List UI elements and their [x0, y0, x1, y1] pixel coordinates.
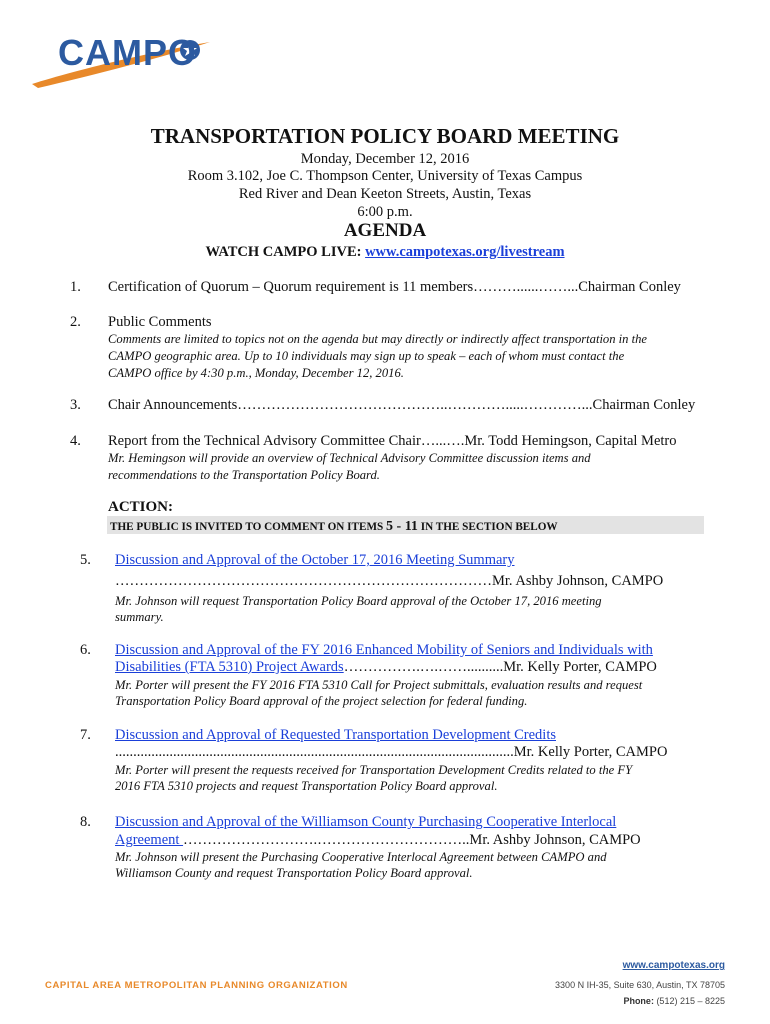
item-7-desc-2: 2016 FTA 5310 projects and request Transportation Policy Board approval. — [115, 779, 498, 793]
meeting-room: Room 3.102, Joe C. Thompson Center, University of Texas Campus — [187, 168, 583, 184]
item-8-desc-1: Mr. Johnson will present the Purchasing Cooperative Interlocal Agreement between CAMPO and — [115, 850, 607, 864]
item-4-text: Report from the Technical Advisory Committee Chair…...….Mr. Todd Hemingson, Capital Metro — [108, 433, 677, 449]
item-6-link[interactable]: Discussion and Approval of the FY 2016 Enhanced Mobility of Seniors and Individuals with — [115, 642, 653, 658]
item-2-desc-3: CAMPO office by 4:30 p.m., Monday, December 12, 2016. — [108, 366, 404, 380]
logo-wordmark: CAMPO — [58, 32, 197, 73]
item-7-presenter: ..............................................................................................................Mr. Kelly Porter, CAMPO — [115, 744, 668, 760]
item-2-desc-2: CAMPO geographic area. Up to 10 individuals may sign up to speak – each of whom must contact the — [108, 349, 625, 363]
footer-address: 3300 N IH-35, Suite 630, Austin, TX 78705 — [555, 980, 725, 990]
item-1-text: Certification of Quorum – Quorum requirement is 11 members………......……...Chairman Conley — [108, 279, 681, 295]
item-8-line-2 — [115, 832, 641, 849]
footer-website-link[interactable]: www.campotexas.org — [622, 960, 725, 971]
item-5-desc-2: summary. — [115, 610, 164, 624]
item-3-text: Chair Announcements……………………………………..………….....…………...Chairman Conley — [108, 397, 696, 413]
livestream-link[interactable]: www.campotexas.org/livestream — [365, 244, 565, 260]
item-4-desc-2: recommendations to the Transportation Policy Board. — [108, 468, 380, 482]
meeting-time: 6:00 p.m. — [357, 204, 413, 220]
item-8-desc-2: Williamson County and request Transportation Policy Board approval. — [115, 866, 473, 880]
item-7-number: 7. — [80, 727, 91, 743]
item-2-number: 2. — [70, 314, 81, 330]
meeting-streets: Red River and Dean Keeton Streets, Austin, Texas — [238, 186, 532, 202]
item-6-number: 6. — [80, 642, 91, 658]
item-8-number: 8. — [80, 814, 91, 830]
item-6-line-2 — [115, 659, 657, 676]
item-5-desc-1: Mr. Johnson will request Transportation Policy Board approval of the October 17, 2016 meeting — [115, 594, 602, 608]
item-8-link-continued[interactable]: Agreement — [115, 832, 184, 848]
item-1-number: 1. — [70, 279, 81, 295]
item-7-desc-1: Mr. Porter will present the requests received for Transportation Development Credits related to the FY — [115, 763, 633, 777]
item-6-link-continued[interactable]: Disabilities (FTA 5310) Project Awards — [115, 659, 344, 675]
item-8-presenter: ……………………….…………………………..Mr. Ashby Johnson, CAMPO — [183, 832, 641, 848]
item-2-desc-1: Comments are limited to topics not on the agenda but may directly or indirectly affect transportation in the — [108, 332, 648, 346]
item-5-number: 5. — [80, 552, 91, 568]
item-4-number: 4. — [70, 433, 81, 449]
watch-live — [0, 244, 770, 261]
campo-logo — [30, 32, 215, 90]
footer-phone: Phone: (512) 215 – 8225 — [623, 996, 725, 1006]
item-2-text: Public Comments — [108, 314, 212, 330]
page-title: TRANSPORTATION POLICY BOARD MEETING — [150, 124, 620, 148]
item-6-desc-2: Transportation Policy Board approval of the project selection for federal funding. — [115, 694, 528, 708]
watch-label: WATCH CAMPO LIVE: — [205, 244, 366, 260]
item-6-desc-1: Mr. Porter will present the FY 2016 FTA 5310 Call for Project submittals, evaluation results and request — [115, 678, 643, 692]
meeting-date: Monday, December 12, 2016 — [300, 151, 470, 167]
item-5-presenter: ……………………………………………………………………Mr. Ashby Johnson, CAMPO — [115, 573, 664, 589]
item-7-link[interactable]: Discussion and Approval of Requested Transportation Development Credits — [115, 727, 556, 743]
item-3-number: 3. — [70, 397, 81, 413]
action-notice: THE PUBLIC IS INVITED TO COMMENT ON ITEMS 5 - 11 IN THE SECTION BELOW — [110, 519, 558, 534]
item-4-desc-1: Mr. Hemingson will provide an overview of Technical Advisory Committee discussion items and — [108, 451, 591, 465]
agenda-heading: AGENDA — [343, 220, 427, 241]
action-heading: ACTION: — [108, 499, 174, 515]
footer-org-name: CAPITAL AREA METROPOLITAN PLANNING ORGANIZATION — [45, 980, 348, 991]
item-6-presenter: …………….….……..........Mr. Kelly Porter, CAMPO — [343, 659, 657, 675]
item-8-link[interactable]: Discussion and Approval of the Williamson County Purchasing Cooperative Interlocal — [115, 814, 617, 830]
item-5-link[interactable]: Discussion and Approval of the October 17, 2016 Meeting Summary — [115, 552, 515, 568]
